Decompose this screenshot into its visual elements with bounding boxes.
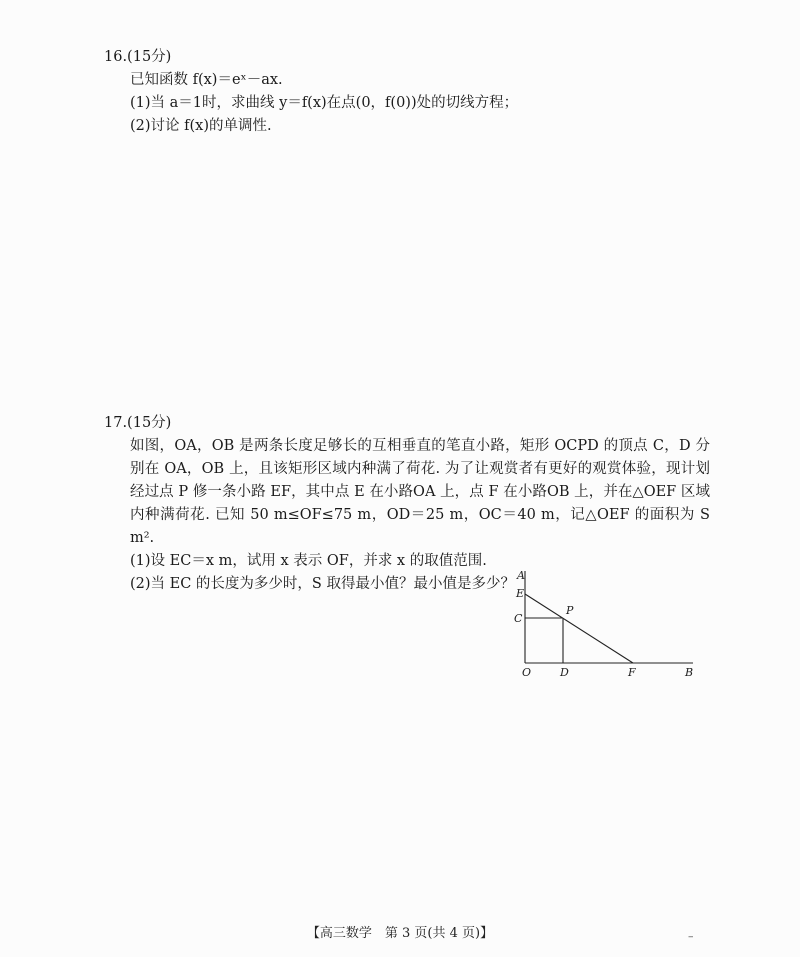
geometry-figure-svg xyxy=(505,568,700,680)
question-17-part-1: (1)设 EC＝x m，试用 x 表示 OF，并求 x 的取值范围. xyxy=(130,553,487,569)
corner-mark: – xyxy=(688,930,694,943)
question-16-header: 16.(15分) xyxy=(104,49,172,65)
label-b: B xyxy=(685,666,694,679)
question-16-part-1: (1)当 a＝1时，求曲线 y＝f(x)在点(0，f(0))处的切线方程； xyxy=(130,95,519,111)
label-f: F xyxy=(628,666,636,679)
label-d: D xyxy=(560,666,569,679)
label-a: A xyxy=(517,569,525,582)
label-o: O xyxy=(522,666,532,679)
question-17-header: 17.(15分) xyxy=(104,415,172,431)
label-e: E xyxy=(516,587,525,600)
question-16-stem: 已知函数 f(x)＝eˣ－ax. xyxy=(130,72,283,88)
page-footer: 【高三数学 第 3 页(共 4 页)】 xyxy=(306,926,494,941)
geometry-figure xyxy=(505,568,700,680)
label-c: C xyxy=(514,612,523,625)
question-17-part-2: (2)当 EC 的长度为多少时，S 取得最小值？最小值是多少？ xyxy=(130,576,515,592)
question-17-body: 如图，OA，OB 是两条长度足够长的互相垂直的笔直小路，矩形 OCPD 的顶点 C，D 分别在 OA，OB 上，且该矩形区域内种满了荷花. 为了让观赏者有更好的观赏体验，现计划经过点 P 修一条小路 EF，其中点 E 在小路OA 上，点 F 在小路OB 上，并在△OEF 区域内种满荷花. 已知 50 m≤OF≤75 m，OD＝25 m，OC＝40 m，记△OEF 的面积为 S m². xyxy=(130,438,710,546)
label-p: P xyxy=(566,604,574,617)
question-16 xyxy=(104,46,704,138)
question-16-part-2: (2)讨论 f(x)的单调性. xyxy=(130,118,272,134)
segment-ef xyxy=(525,594,633,663)
